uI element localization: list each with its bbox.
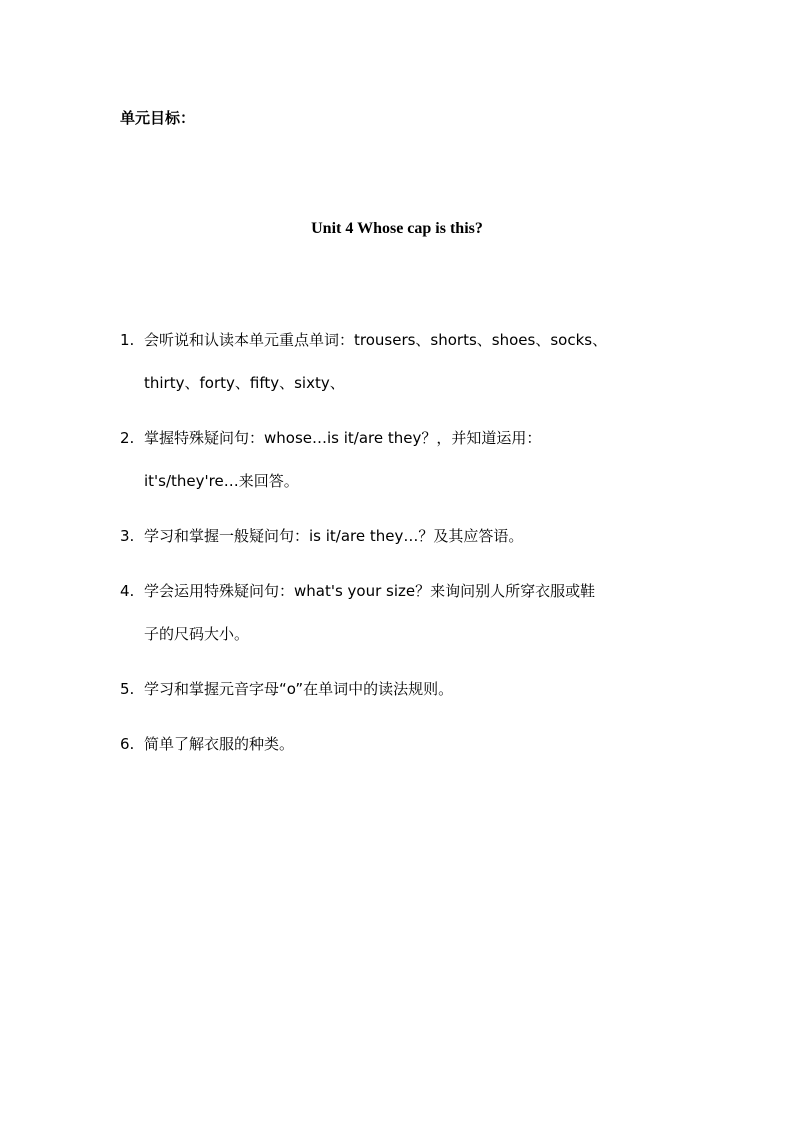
goal-line: [120, 329, 700, 351]
goal-number: 5.: [120, 680, 135, 698]
goal-number: 3.: [120, 527, 135, 545]
goal-text: 学会运用特殊疑问句：what's your size？来询问别人所穿衣服或鞋: [144, 582, 596, 600]
goal-number: 4.: [120, 582, 135, 600]
goal-item-4: [120, 580, 700, 645]
goal-text: 简单了解衣服的种类。: [144, 735, 295, 753]
unit-title: Unit 4 Whose cap is this?: [311, 220, 483, 237]
goal-line: [120, 733, 700, 755]
goal-line: [120, 678, 700, 700]
goal-item-2: [120, 427, 700, 492]
goal-text: 学习和掌握一般疑问句：is it/are they…？及其应答语。: [144, 527, 524, 545]
goal-text: 会听说和认读本单元重点单词：trousers、shorts、shoes、socks、: [144, 331, 608, 349]
goal-text-continued: it's/they're…来回答。: [144, 472, 299, 490]
goal-number: 2.: [120, 429, 135, 447]
goal-item-5: [120, 678, 700, 700]
goal-item-6: [120, 733, 700, 755]
goal-line: [120, 525, 700, 547]
goal-text: 学习和掌握元音字母“o”在单词中的读法规则。: [144, 680, 454, 698]
goal-text-continued: 子的尺码大小。: [144, 625, 250, 643]
section-heading: 单元目标：: [120, 109, 196, 127]
goal-text-continued: thirty、forty、fifty、sixty、: [144, 374, 345, 392]
goal-line: [120, 427, 700, 449]
goal-item-1: [120, 329, 700, 394]
goal-item-3: [120, 525, 700, 547]
goal-text: 掌握特殊疑问句：whose…is it/are they？，并知道运用：: [144, 429, 542, 447]
goal-number: 1.: [120, 331, 135, 349]
goal-number: 6.: [120, 735, 135, 753]
goal-line: [120, 580, 700, 602]
